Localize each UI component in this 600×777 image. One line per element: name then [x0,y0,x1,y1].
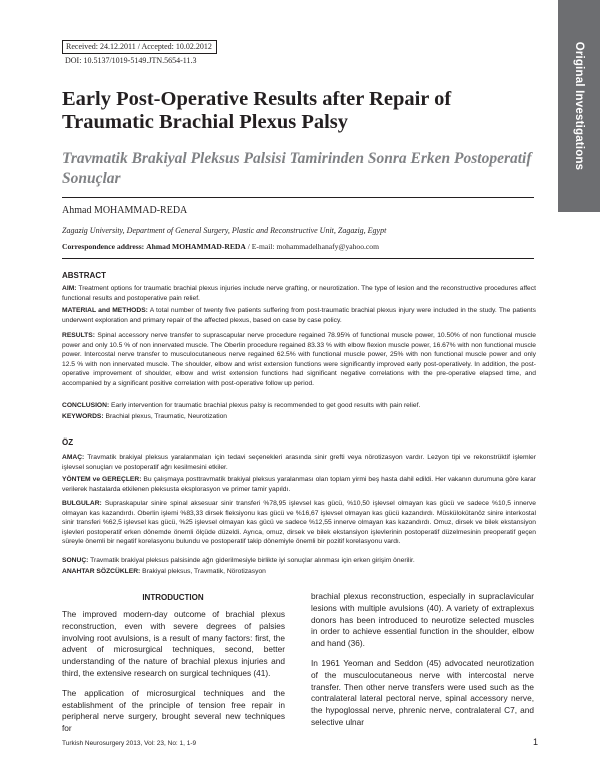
article-title-turkish: Travmatik Brakiyal Pleksus Palsisi Tamirinden Sonra Erken Postoperatif Sonuçlar [62,150,532,187]
paragraph: The improved modern-day outcome of brachial plexus reconstruction, even with severe degrees of palsies involving root avulsions, is a result of many factors: first, the advent of microsurgical techniques, second, better understanding of the nature of brachial plexus injuries and third, the extensive research on surgical techniques (41). [62,609,285,678]
paragraph: In 1961 Yeoman and Seddon (45) advocated neurotization of the musculocutaneous nerve with intercostal nerve transfer. Then other nerve transfers were used such as the contralateral lateral pectoral nerve, spinal accessory nerve, the hypoglossal nerve, phrenic nerve, contralateral C7, and selective ulnar [311,657,534,727]
header-divider [62,258,534,259]
abstract-aim: AIM: Treatment options for traumatic brachial plexus injuries include nerve grafting, or neurotization. The type of lesion and the reconstructive procedures affect functional results and postoperative pain relief. [62,285,536,302]
introduction-heading: INTRODUCTION [142,593,204,602]
author: Ahmad MOHAMMAD-REDA [62,205,188,216]
section-tab-label: Original Investigations [573,41,585,171]
doi: DOI: 10.5137/1019-5149.JTN.5654-11.3 [65,56,197,65]
paragraph: The application of microsurgical techniques and the establishment of the principle of tension free repair in peripheral nerve surgery, brought several new techniques for [62,687,285,734]
correspondence [62,242,379,251]
received-accepted-box: Received: 24.12.2011 / Accepted: 10.02.2012 [62,40,217,54]
correspondence-email: / E-mail: mohammadelhanafy@yahoo.com [247,242,379,251]
correspondence-label: Correspondence address: [62,242,145,251]
oz-bulgular: BULGULAR: Supraskapular sinire spinal aksesuar sinir transferi %78,95 işlevsel kas gücü, %10,50 işlevsel olmayan kas gücü ve sadece %10,5 innerve olmayan kas kazandırdı. Oberlin işlemi %83,33 dirsek fleksiyonu kas gücü ve %16,67 işlevsel olmayan kas gücü kazandırdı. Müskülokütanöz sinire interkostal sinir transferi %62,5 işlevsel kas gücü, %25 işlevsel olmayan kas gücü ve sadece %12,55 innerve olmayan kas kazandırdı. Omuz, dirsek ve bilek ekstansiyon işlevleri postoperatif erken dönemde önemli ölçüde düzeldi. Ayrıca, omuz, dirsek ve bilek ekstansiyon işlevlerinin postoperatif düzelmesinin preoperatif geçen süreyle önemli bir negatif korelasyonu bulundu ve postoperatif takip dönemiyle önemli bir pozitif korelasyonu vardı. [62,500,536,545]
oz-amac: AMAÇ: Travmatik brakiyal pleksus yaralanmaları için tedavi seçenekleri arasında sinir grefti veya nörotizasyon vardır. Lezyon tipi ve rekonstrüktif işlemler işlevsel sonuçları ve postoperatif ağrı kesilmesini etkiler. [62,454,536,471]
abstract-methods: MATERIAL and METHODS: A total number of twenty five patients suffering from post-traumatic brachial plexus injury were included in the study. The patients underwent exploration and primary repair of the affected plexus, based on case by case policy. [62,307,536,324]
affiliation: Zagazig University, Department of General Surgery, Plastic and Reconstructive Unit, Zagazig, Egypt [62,226,387,235]
abstract-conclusion: CONCLUSION: Early intervention for traumatic brachial plexus palsy is recommended to get good results with pain relief. [62,402,421,409]
oz-yontem: YÖNTEM ve GEREÇLER: Bu çalışmaya posttravmatik brakiyal pleksus yaralanması olan toplam yirmi beş hasta dahil edildi. Her vakanın durumuna göre karar verilerek hastalarda etkilenen pleksusta eksplorasyon ve primer tamir yapıldı. [62,476,536,493]
abstract-heading: ABSTRACT [62,271,106,280]
page-number: 1 [533,737,539,747]
paragraph: brachial plexus reconstruction, especially in supraclavicular lesions with multiple avulsions (40). A variety of extraplexus donors has been introduced to neurotize selected muscles in order to achieve essential function in the shoulder, elbow and hand (36). [311,591,534,649]
oz-heading: ÖZ [62,438,74,447]
abstract-keywords: KEYWORDS: Brachial plexus, Traumatic, Neurotization [62,413,228,420]
introduction-right-column [311,591,534,737]
journal-citation: Turkish Neurosurgery 2013, Vol: 23, No: 1, 1-9 [62,740,197,747]
title-divider [62,197,534,198]
oz-anahtar: ANAHTAR SÖZCÜKLER: Brakiyal pleksus, Travmatik, Nörotizasyon [62,568,266,575]
abstract-results: RESULTS: Spinal accessory nerve transfer to suprascapular nerve procedure regained 78.95% of functional muscle power, 10.50% of non functional muscle power and only 10.5 % of non innervated muscle. The Oberlin procedure regained 83.33 % with elbow flexion muscle power, 16.67% with non functional muscle power. Intercostal nerve transfer to musculocutaneous nerve regained 62.5% with functional muscle power, 25% with non functional muscle power and only 12.5 % with non innervated muscle. The shoulder, elbow and wrist extension functions were significantly improved early post-operatively. In addition, the post-operative improvement of shoulder, elbow and wrist extension functions had significant negative correlations with the pre-operative elapsed time, and accompanied by a significant positive correlation with post-operative follow up period. [62,332,536,387]
correspondence-name: Ahmad MOHAMMAD-REDA [146,242,246,251]
article-title: Early Post-Operative Results after Repair of Traumatic Brachial Plexus Palsy [62,88,452,133]
introduction-left-column [62,609,285,743]
section-tab [558,0,600,212]
oz-sonuc: SONUÇ: Travmatik brakiyal pleksus palsisinde ağrı giderilmesiyle birlikte iyi sonuçlar alınması için erken girişim önerilir. [62,557,415,564]
